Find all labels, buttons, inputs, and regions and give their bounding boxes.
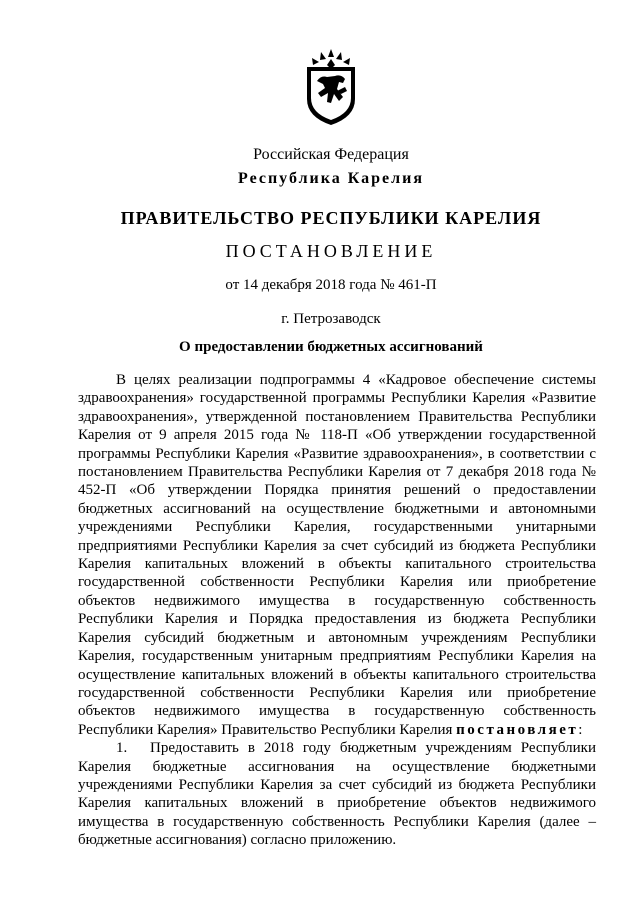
preamble-paragraph <box>78 371 596 739</box>
document-type: ПОСТАНОВЛЕНИЕ <box>225 241 437 261</box>
date-number: от 14 декабря 2018 года № 461-П <box>225 277 437 293</box>
item-1-number: 1. <box>116 740 128 757</box>
preamble-text: В целях реализации подпрограммы 4 «Кадровое обеспечение системы здравоохранения» государственной программы Республики Карелия «Развитие здравоохранения», утвержденной постановлением Правительства Республики Карелия от 9 апреля 2015 года № 118-П «Об утверждении государственной программы Республики Карелия «Развитие здравоохранения», в соответствии с постановлением Правительства Республики Карелия от 7 декабря 2018 года № 452-П «Об утверждении Порядка принятия решений о предоставлении бюджетных ассигнований на осуществление бюджетными и автономными учреждениями Республики Карелия, государственными унитарными предприятиями Республики Карелия за счет субсидий из бюджета Республики Карелия капитальных вложений в объекты капитального строительства государственной собственности Республики Карелия или приобретение объектов недвижимого имущества в государственную собственность Республики Карелия и Порядка предоставления из бюджета Республики Карелия субсидий бюджетным и автономным учреждениям Республики Карелия, государственным унитарным предприятиям Республики Карелия на осуществление капитальных вложений в объекты капитального строительства государственной собственности Республики Карелия или приобретение объектов недвижимого имущества в государственную собственность Республики Карелия» Правительство Республики Карелия <box>78 372 596 738</box>
document-title: О предоставлении бюджетных ассигнований <box>179 339 483 355</box>
decree-word: постановляет <box>456 721 579 738</box>
city: г. Петрозаводск <box>281 311 381 327</box>
item-1-paragraph <box>78 739 596 849</box>
decree-colon: : <box>578 721 583 738</box>
item-1-text: Предоставить в 2018 году бюджетным учреждениям Республики Карелия бюджетные ассигнования на осуществление бюджетными учреждениями Республики Карелия за счет субсидий из бюджета Республики Карелия капитальных вложений в приобретение объектов недвижимого имущества в государственную собственность Республики Карелия (далее – бюджетные ассигнования) согласно приложению. <box>78 740 596 849</box>
country-name: Российская Федерация <box>253 146 409 163</box>
coat-of-arms-icon <box>301 47 361 127</box>
government-name: ПРАВИТЕЛЬСТВО РЕСПУБЛИКИ КАРЕЛИЯ <box>120 208 542 228</box>
republic-name: Республика Карелия <box>238 170 424 187</box>
document-body <box>78 371 596 850</box>
